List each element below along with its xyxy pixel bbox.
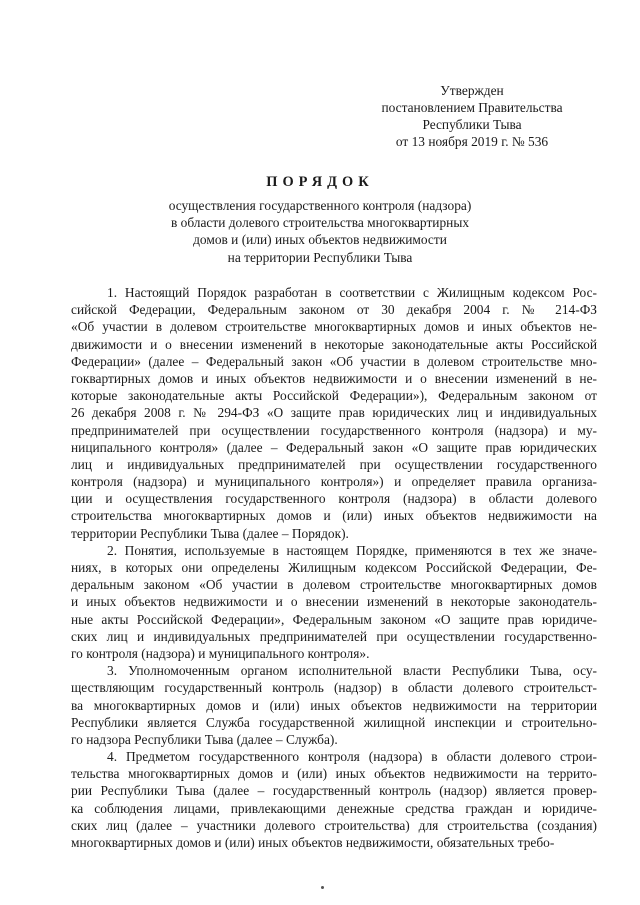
paragraph-line: ные акты Российской Федерации», Федеральным законом «О защите прав юридиче- (71, 611, 597, 627)
paragraph-line: ществляющим государственный контроль (надзор) в области долевого строительст- (71, 680, 597, 696)
paragraph-line: 3. Уполномоченным органом исполнительной власти Республики Тыва, осу- (107, 663, 597, 679)
paragraph-line: тельства многоквартирных домов и (или) иных объектов недвижимости на террито- (71, 766, 597, 782)
paragraph-line: лиц и индивидуальных предпринимателей при осуществлении государственного (71, 456, 597, 472)
paragraph-line: контроля (надзора) и муниципального контроля») и определяет правила организа- (71, 474, 597, 490)
paragraph-1 (71, 284, 597, 542)
paragraph-line: го контроля (надзора) и муниципального контроля». (71, 645, 370, 661)
paragraph-line: ции и осуществления государственного контроля (надзора) в области долевого (71, 491, 597, 507)
paragraph-line: 4. Предметом государственного контроля (надзора) в области долевого строи- (107, 749, 597, 765)
paragraph-line: сийской Федерации, Федеральным законом от 30 декабря 2004 г. № 214-ФЗ (71, 302, 597, 318)
paragraph-line: 2. Понятия, используемые в настоящем Порядке, применяются в тех же значе- (107, 542, 597, 558)
paragraph-line: рии Республики Тыва (далее – государственный контроль (надзор) является провер- (71, 783, 597, 799)
paragraph-line: ских лиц и индивидуальных предпринимателей при осуществлении государственно- (71, 628, 597, 644)
paragraph-line: которые законодательные акты Российской Федерации»), Федеральным законом от (71, 388, 597, 404)
approval-line: постановлением Правительства (381, 100, 563, 115)
paragraph-line: гоквартирных домов и иных объектов недвижимости и о внесении изменений в не- (71, 370, 597, 386)
paragraph-line: ка соблюдения лицами, привлекающими денежные средства граждан и юридиче- (71, 800, 597, 816)
paragraph-line: ских лиц (далее – участники долевого строительства) для строительства (создания) (71, 817, 597, 833)
document-subtitle (0, 197, 640, 266)
subtitle-line: домов и (или) иных объектов недвижимости (193, 232, 447, 248)
paragraph-line: Федерации» (далее – Федеральный закон «Об участии в долевом строительстве мно- (71, 353, 597, 369)
paragraph-line: деральным законом «Об участии в долевом строительстве многоквартирных домов (71, 577, 597, 593)
subtitle-line: осуществления государственного контроля (надзора) (168, 198, 472, 213)
paragraph-line: го надзора Республики Тыва (далее – Служба). (71, 731, 338, 747)
paragraph-line: движимости и о внесении изменений в некоторые законодательные акты Российской (71, 336, 597, 352)
paragraph-line: «Об участии в долевом строительстве многоквартирных домов и иных объектов не- (71, 319, 597, 335)
paragraph-line: строительства многоквартирных домов и (или) иных объектов недвижимости на (71, 508, 597, 524)
paragraph-2 (71, 542, 597, 662)
approval-line: от 13 ноября 2019 г. № 536 (395, 134, 549, 149)
paragraph-4 (71, 748, 597, 851)
approval-line: Утвержден (440, 83, 504, 98)
document-body (71, 284, 597, 851)
paragraph-3 (71, 662, 597, 748)
approval-stamp (372, 82, 572, 150)
approval-line: Республики Тыва (422, 117, 522, 132)
paragraph-line: и иных объектов недвижимости и о внесении изменений в некоторые законодатель- (71, 594, 597, 610)
subtitle-line: на территории Республики Тыва (227, 249, 413, 265)
paragraph-line: ниях, в которых они определены Жилищным кодексом Российской Федерации, Фе- (71, 560, 597, 575)
paragraph-line: территории Республики Тыва (далее – Порядок). (71, 525, 349, 541)
subtitle-line: в области долевого строительства многоквартирных (170, 215, 470, 231)
document-title: ПОРЯДОК (266, 174, 374, 190)
paragraph-line: 1. Настоящий Порядок разработан в соответствии с Жилищным кодексом Рос- (107, 285, 597, 300)
paragraph-line: предпринимателей при осуществлении государственного контроля (надзора) и му- (71, 422, 597, 438)
paragraph-line: 26 декабря 2008 г. № 294-ФЗ «О защите прав юридических лиц и индивидуальных (71, 405, 597, 421)
paragraph-line: многоквартирных домов и (или) иных объектов недвижимости, обязательных требо- (71, 835, 555, 850)
paragraph-line: ниципального контроля» (далее – Федеральный закон «О защите прав юридических (71, 439, 597, 455)
paragraph-line: ва многоквартирных домов и (или) иных объектов недвижимости на территории (71, 697, 597, 713)
paragraph-line: Республики является Служба государственной жилищной инспекции и строительно- (71, 714, 597, 730)
page-mark (321, 886, 324, 889)
